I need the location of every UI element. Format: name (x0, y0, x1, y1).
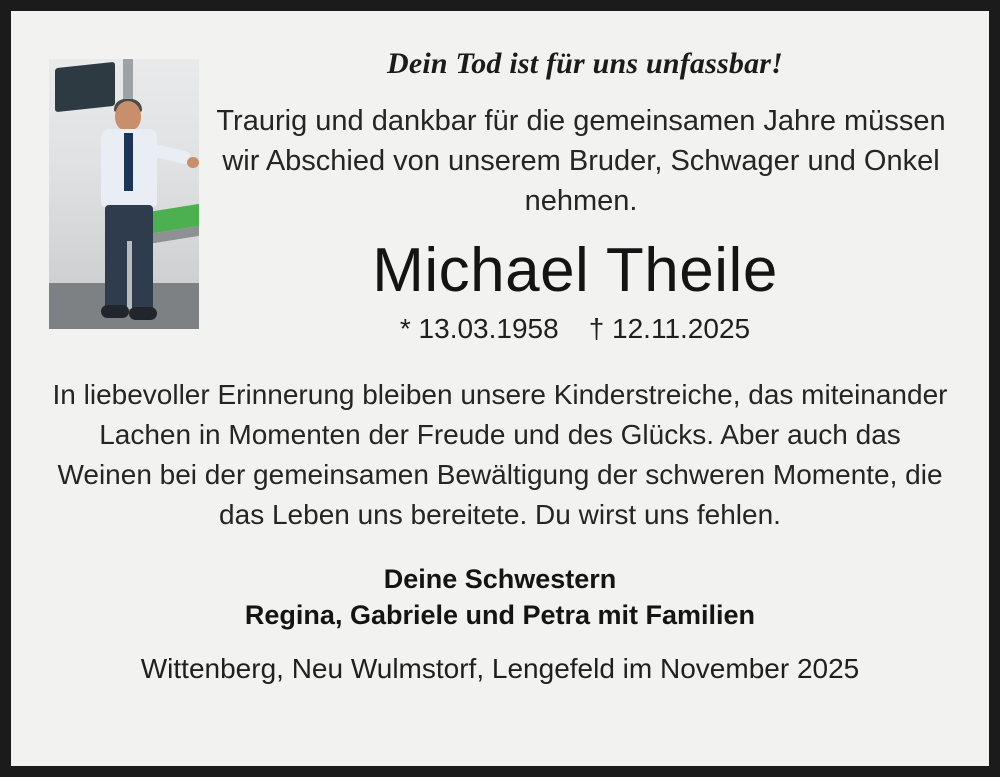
deceased-name: Michael Theile (372, 236, 778, 305)
obituary-inner (11, 11, 989, 766)
place-and-date: Wittenberg, Neu Wulmstorf, Lengefeld im November 2025 (140, 653, 860, 684)
birth-date: * 13.03.1958 (399, 313, 559, 344)
motto-text: Dein Tod ist für uns unfassbar! (386, 47, 784, 80)
intro-text: Traurig und dankbar für die gemeinsamen Jahre müssen wir Abschied von unserem Bruder, Schwager und Onkel nehmen. (216, 105, 946, 217)
signers-block (11, 535, 989, 633)
signers-line-1: Deine Schwestern (383, 564, 617, 594)
memory-text: In liebevoller Erinnerung bleiben unsere Kinderstreiche, das miteinander Lachen in Momenten der Freude und des Glücks. Aber auch das Weinen bei der gemeinsamen Bewältigung der schweren Momente, die das Leben uns bereitete. Du wirst uns fehlen. (52, 379, 948, 530)
obituary-content (11, 11, 989, 685)
death-date: † 12.11.2025 (588, 313, 751, 344)
life-dates (11, 307, 989, 345)
signers-line-2: Regina, Gabriele und Petra mit Familien (244, 600, 756, 630)
